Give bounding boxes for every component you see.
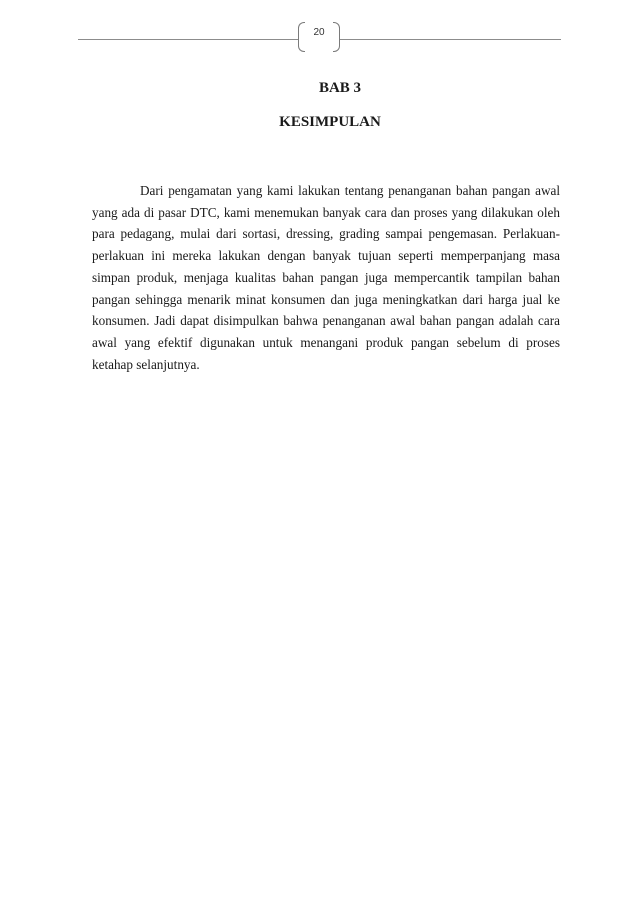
header-rule-left bbox=[78, 39, 298, 40]
conclusion-paragraph: Dari pengamatan yang kami lakukan tentang penanganan bahan pangan awal yang ada di pasar DTC, kami menemukan banyak cara dan proses yang dilakukan oleh para pedagang, mulai dari sortasi, dressing, grading sampai pengemasan. Perlakuan- perlakuan ini mereka lakukan dengan banyak tujuan seperti memperpanjang masa simpan produk, menjaga kualitas bahan pangan juga mempercantik tampilan bahan pangan sehingga menarik minat konsumen dan juga meningkatkan dari harga jual ke konsumen. Jadi dapat disimpulkan bahwa penanganan awal bahan pangan adalah cara awal yang efektif digunakan untuk menangani produk pangan sebelum di proses ketahap selanjutnya. bbox=[92, 183, 560, 372]
header-rule-right bbox=[340, 39, 561, 40]
page-number-frame bbox=[298, 20, 340, 56]
chapter-label: BAB 3 bbox=[318, 80, 362, 96]
page-number: 20 bbox=[313, 27, 325, 38]
page-header bbox=[0, 20, 638, 60]
chapter-title: KESIMPULAN bbox=[279, 114, 381, 130]
